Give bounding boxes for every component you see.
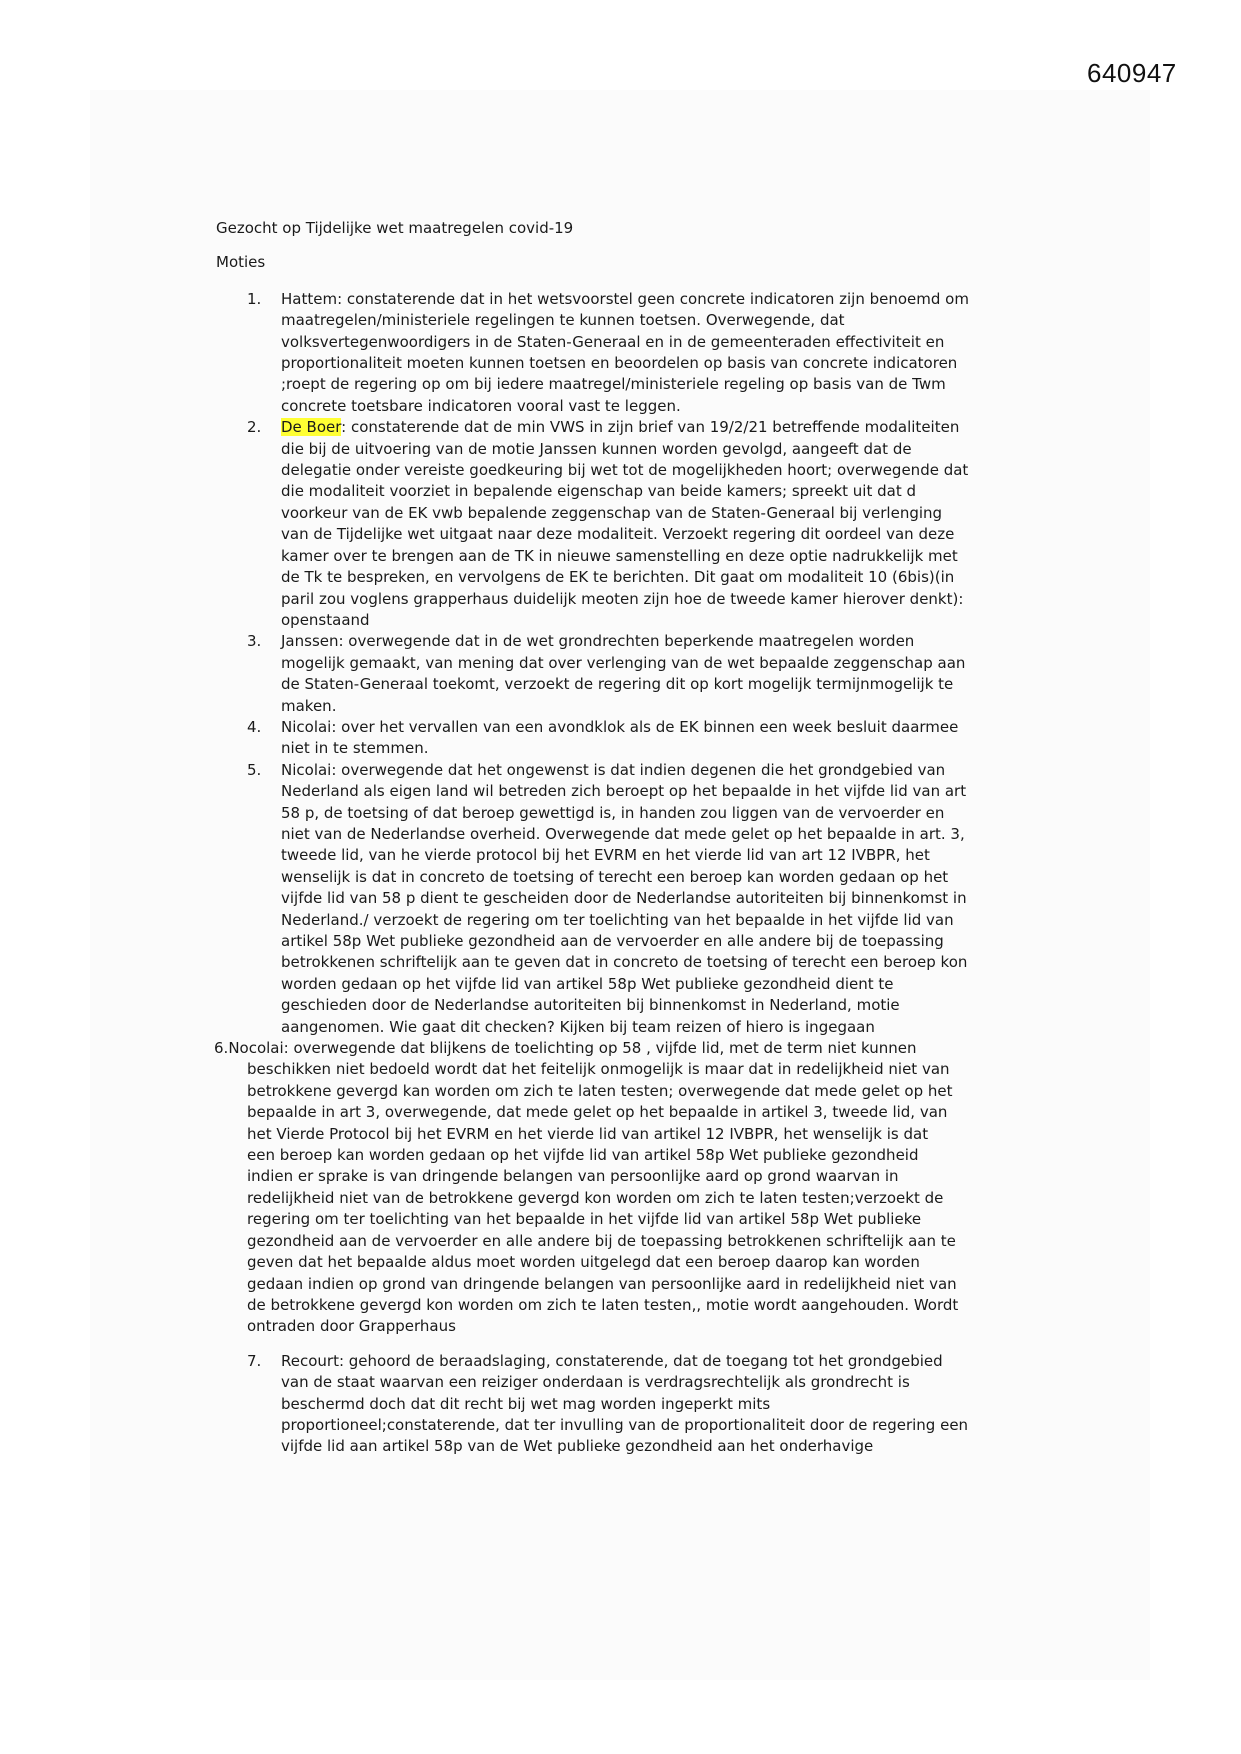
text-line: Nederland./ verzoekt de regering om ter toelichting van het bepaalde in het vijfde lid van xyxy=(281,910,954,929)
text-line: vijfde lid aan artikel 58p van de Wet publieke gezondheid aan het onderhavige xyxy=(281,1437,874,1456)
motion-text xyxy=(281,417,1036,631)
text-line: de Tk te bespreken, en vervolgens de EK te berichten. Dit gaat om modaliteit 10 (6bis)(in xyxy=(281,568,955,587)
text-line: de betrokkene gevergd kon worden om zich te laten testen,, motie wordt aangehouden. Wordt xyxy=(247,1295,959,1314)
text-line: beschikken niet bedoeld wordt dat het feitelijk onmogelijk is maar dat in redelijkheid niet van xyxy=(247,1060,950,1079)
motion-number: 3. xyxy=(247,632,262,651)
text-line: gezondheid aan de vervoerder en alle andere bij de toepassing betrokkenen schriftelijk aan te xyxy=(247,1231,956,1250)
text-line: die modaliteit voorziet in bepalende eigenschap van beide kamers; spreekt uit dat d xyxy=(281,482,917,501)
text-line: regering om ter toelichting van het bepaalde in het vijfde lid van artikel 58p Wet publieke xyxy=(247,1210,922,1229)
text-line: betrokkenen schriftelijk aan te geven dat in concreto de toetsing of terecht een beroep kon xyxy=(281,953,968,972)
text-line: de Staten-Generaal toekomt, verzoekt de regering dit op kort mogelijk termijnmogelijk te xyxy=(281,675,954,694)
section-heading: Moties xyxy=(216,253,266,272)
text-line xyxy=(281,417,1036,438)
document-id: 640947 xyxy=(1087,58,1177,88)
text-line: Recourt: gehoord de beraadslaging, constaterende, dat de toegang tot het grondgebied xyxy=(281,1351,943,1370)
motion-text xyxy=(281,289,1036,417)
text-line: een beroep kan worden gedaan op het vijfde lid van artikel 58p Wet publieke gezondheid xyxy=(247,1146,919,1165)
motion-text xyxy=(281,717,1036,760)
text-fragment: : constaterende dat de min VWS in zijn brief van 19/2/21 betreffende modaliteiten xyxy=(341,418,960,437)
motion-item xyxy=(216,1351,1036,1458)
document-content xyxy=(216,218,1036,1458)
motion-text xyxy=(281,1351,1036,1458)
motion-number: 6. xyxy=(214,1039,229,1058)
motion-item xyxy=(216,289,1036,417)
text-line: die bij de uitvoering van de motie Janssen kunnen worden gevolgd, aangeeft dat de xyxy=(281,439,912,458)
text-line: proportionaliteit moeten kunnen toetsen en beoordelen op basis van concrete indicatoren xyxy=(281,354,958,373)
text-line: mogelijk gemaakt, van mening dat over verlenging van de wet bepaalde zeggenschap aan xyxy=(281,653,966,672)
text-line: gedaan indien op grond van dringende belangen van persoonlijke aard in redelijkheid niet van xyxy=(247,1274,957,1293)
text-line: geschieden door de Nederlandse autoriteiten bij binnenkomst in Nederland, motie xyxy=(281,996,900,1015)
motion-number: 4. xyxy=(247,717,262,736)
text-line: tweede lid, van he vierde protocol bij het EVRM en het vierde lid van art 12 IVBPR, het xyxy=(281,846,930,865)
motion-item xyxy=(216,717,1036,760)
text-line: beschermd doch dat dit recht bij wet mag worden ingeperkt mits xyxy=(281,1394,771,1413)
motion-text xyxy=(281,631,1036,717)
motion-number: 1. xyxy=(247,289,262,308)
text-line: concrete toetsbare indicatoren vooral vast te leggen. xyxy=(281,396,681,415)
text-line: 58 p, de toetsing of dat beroep gewettigd is, in handen zou liggen van de vervoerder en xyxy=(281,803,945,822)
spacer xyxy=(216,1338,1036,1351)
motion-number: 2. xyxy=(247,418,262,437)
motion-item xyxy=(216,631,1036,717)
text-line: volksvertegenwoordigers in de Staten-Generaal en in de gemeenteraden effectiviteit en xyxy=(281,332,945,351)
text-line: Hattem: constaterende dat in het wetsvoorstel geen concrete indicatoren zijn benoemd om xyxy=(281,289,969,308)
text-line: worden gedaan op het vijfde lid van artikel 58p Wet publieke gezondheid dient te xyxy=(281,974,894,993)
text-line: aangenomen. Wie gaat dit checken? Kijken bij team reizen of hiero is ingegaan xyxy=(281,1017,875,1036)
text-line: paril zou voglens grapperhaus duidelijk meoten zijn hoe de tweede kamer hierover denkt): xyxy=(281,589,964,608)
text-line: maatregelen/ministeriele regelingen te kunnen toetsen. Overwegende, dat xyxy=(281,311,845,330)
text-line: redelijkheid niet van de betrokkene gevergd kon worden om zich te laten testen;verzoekt de xyxy=(247,1188,944,1207)
motion-item xyxy=(216,417,1036,631)
text-line: openstaand xyxy=(281,610,370,629)
text-line: ;roept de regering op om bij iedere maatregel/ministeriele regeling op basis van de Twm xyxy=(281,375,946,394)
motion-text xyxy=(281,760,1036,1038)
text-line: maken. xyxy=(281,696,337,715)
text-line: van de staat waarvan een reiziger onderdaan is verdragsrechtelijk als grondrecht is xyxy=(281,1373,910,1392)
text-line: Nederland als eigen land wil betreden zich beroept op het bepaalde in het vijfde lid van art xyxy=(281,782,967,801)
text-line: betrokkene gevergd kan worden om zich te laten testen; overwegende dat mede gelet op het xyxy=(247,1081,953,1100)
text-line: vijfde lid van 58 p dient te gescheiden door de Nederlandse autoriteiten bij binnenkomst in xyxy=(281,889,967,908)
text-line: proportioneel;constaterende, dat ter invulling van de proportionaliteit door de regering een xyxy=(281,1415,969,1434)
text-line: van de Tijdelijke wet uitgaat naar deze modaliteit. Verzoekt regering dit oordeel van deze xyxy=(281,525,955,544)
text-line: Nicolai: over het vervallen van een avondklok als de EK binnen een week besluit daarmee xyxy=(281,717,959,736)
motions-list xyxy=(216,289,1036,1458)
text-line: bepaalde in art 3, overwegende, dat mede gelet op het bepaalde in artikel 3, tweede lid, van xyxy=(247,1103,948,1122)
document-title: Gezocht op Tijdelijke wet maatregelen covid-19 xyxy=(216,219,574,237)
text-line: niet van de Nederlandse overheid. Overwegende dat mede gelet op het bepaalde in art. 3, xyxy=(281,824,965,843)
text-line: kamer over te brengen aan de TK in nieuwe samenstelling en deze optie nadrukkelijk met xyxy=(281,546,958,565)
text-line: geven dat het bepaalde aldus moet worden uitgelegd dat een beroep daarop kan worden xyxy=(247,1253,920,1272)
text-line: Nicolai: overwegende dat het ongewenst is dat indien degenen die het grondgebied van xyxy=(281,760,946,779)
text-line: artikel 58p Wet publieke gezondheid aan de vervoerder en alle andere bij de toepassing xyxy=(281,932,944,950)
motion-number: 7. xyxy=(247,1351,262,1370)
highlighted-name: De Boer xyxy=(281,418,342,437)
text-line: Janssen: overwegende dat in de wet grondrechten beperkende maatregelen worden xyxy=(281,632,915,651)
text-line xyxy=(214,1038,1036,1059)
motion-number: 5. xyxy=(247,760,262,779)
text-line: ontraden door Grapperhaus xyxy=(247,1317,456,1336)
text-fragment: Nocolai: overwegende dat blijkens de toelichting op 58 , vijfde lid, met de term niet kunnen xyxy=(228,1039,917,1058)
motion-item xyxy=(216,760,1036,1038)
motion-text xyxy=(247,1059,1036,1337)
text-line: indien er sprake is van dringende belangen van persoonlijke aard op grond waarvan in xyxy=(247,1167,899,1186)
motion-item xyxy=(214,1038,1036,1338)
text-line: voorkeur van de EK vwb bepalende zeggenschap van de Staten-Generaal bij verlenging xyxy=(281,503,943,522)
text-line: wenselijk is dat in concreto de toetsing of terecht een beroep kan worden gedaan op het xyxy=(281,867,949,886)
text-line: het Vierde Protocol bij het EVRM en het vierde lid van artikel 12 IVBPR, het wenselijk is dat xyxy=(247,1124,929,1143)
text-line: niet in te stemmen. xyxy=(281,739,429,758)
text-line: delegatie onder vereiste goedkeuring bij wet tot de mogelijkheden hoort; overwegende dat xyxy=(281,461,969,480)
